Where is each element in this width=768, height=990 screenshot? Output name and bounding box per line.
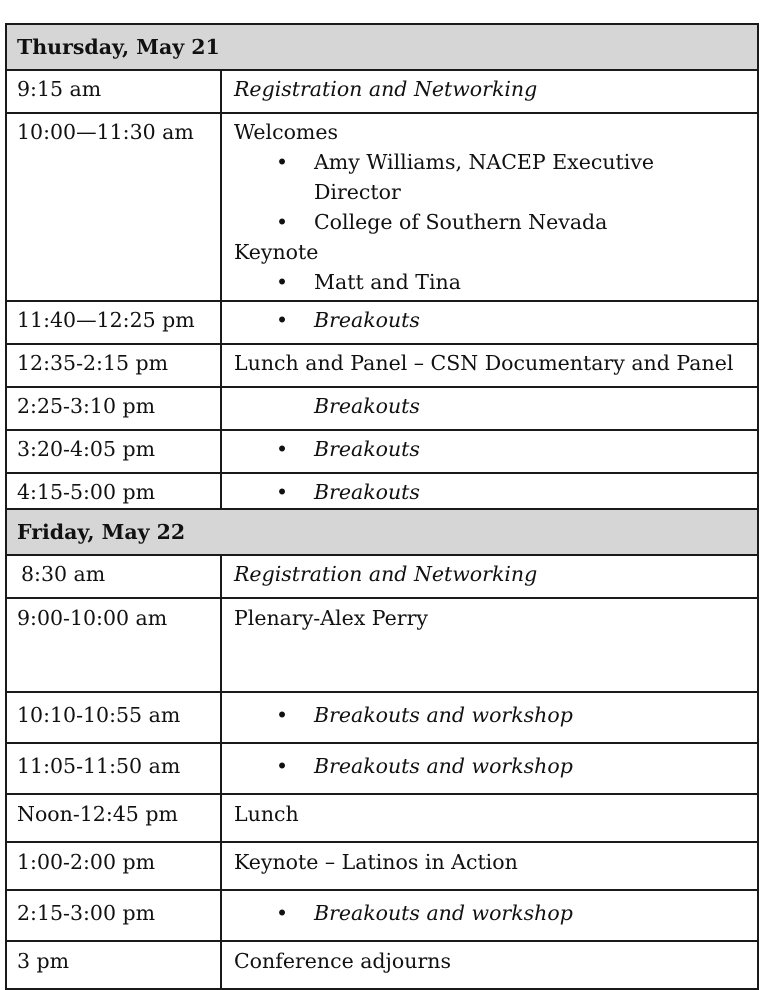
table-row	[6, 692, 758, 743]
time-cell: 10:00—11:30 am	[6, 113, 221, 301]
list-item: • Matt and Tina	[234, 267, 747, 297]
event-cell	[221, 387, 758, 430]
time-cell: 12:35-2:15 pm	[6, 344, 221, 387]
table-row	[6, 430, 758, 473]
event-cell: Lunch and Panel – CSN Documentary and Panel	[221, 344, 758, 387]
event-cell: Registration and Networking	[221, 70, 758, 113]
time-cell: 3:20-4:05 pm	[6, 430, 221, 473]
keynote-label: Keynote	[234, 240, 319, 264]
event-cell	[221, 430, 758, 473]
event-cell: Lunch	[221, 794, 758, 842]
event-cell	[221, 890, 758, 941]
list-item: • Breakouts	[234, 305, 747, 335]
time-cell: 11:40—12:25 pm	[6, 301, 221, 344]
time-cell: 10:10-10:55 am	[6, 692, 221, 743]
list-item: • Breakouts	[234, 477, 747, 507]
welcomes-label: Welcomes	[234, 120, 339, 144]
table-header-row	[6, 24, 758, 70]
time-cell: Noon-12:45 pm	[6, 794, 221, 842]
friday-schedule-table	[5, 508, 759, 990]
event-cell	[221, 301, 758, 344]
table-row	[6, 842, 758, 890]
event-cell: Registration and Networking	[221, 555, 758, 598]
table-row	[6, 794, 758, 842]
time-cell: 9:15 am	[6, 70, 221, 113]
table-row	[6, 344, 758, 387]
list-item: • Breakouts and workshop	[234, 700, 747, 730]
event-cell: Plenary-Alex Perry	[221, 598, 758, 692]
time-cell: 2:25-3:10 pm	[6, 387, 221, 430]
table-row	[6, 113, 758, 301]
list-item: • Breakouts and workshop	[234, 751, 747, 781]
table-row	[6, 301, 758, 344]
list-item: • Breakouts and workshop	[234, 898, 747, 928]
event-cell: Keynote – Latinos in Action	[221, 842, 758, 890]
keynote-speaker-list	[234, 267, 747, 297]
day-heading: Friday, May 22	[6, 509, 758, 555]
table-row	[6, 743, 758, 794]
table-row	[6, 70, 758, 113]
time-cell: 3 pm	[6, 941, 221, 989]
table-row	[6, 555, 758, 598]
event-cell	[221, 743, 758, 794]
time-cell: 2:15-3:00 pm	[6, 890, 221, 941]
list-item: • College of Southern Nevada	[234, 207, 747, 237]
time-cell: 4:15-5:00 pm	[6, 473, 221, 516]
table-row	[6, 890, 758, 941]
event-cell	[221, 113, 758, 301]
list-item: • Amy Williams, NACEP Executive Director	[234, 147, 747, 207]
time-cell: 11:05-11:50 am	[6, 743, 221, 794]
time-cell: 8:30 am	[6, 555, 221, 598]
time-cell: 1:00-2:00 pm	[6, 842, 221, 890]
day-heading: Thursday, May 21	[6, 24, 758, 70]
list-item: • Breakouts	[234, 434, 747, 464]
table-row	[6, 598, 758, 692]
event-cell	[221, 692, 758, 743]
table-row	[6, 941, 758, 989]
time-cell: 9:00-10:00 am	[6, 598, 221, 692]
table-row	[6, 387, 758, 430]
event-text: Breakouts	[314, 394, 420, 418]
event-cell: Conference adjourns	[221, 941, 758, 989]
welcome-speaker-list	[234, 147, 747, 237]
thursday-schedule-table	[5, 23, 759, 517]
table-header-row	[6, 509, 758, 555]
